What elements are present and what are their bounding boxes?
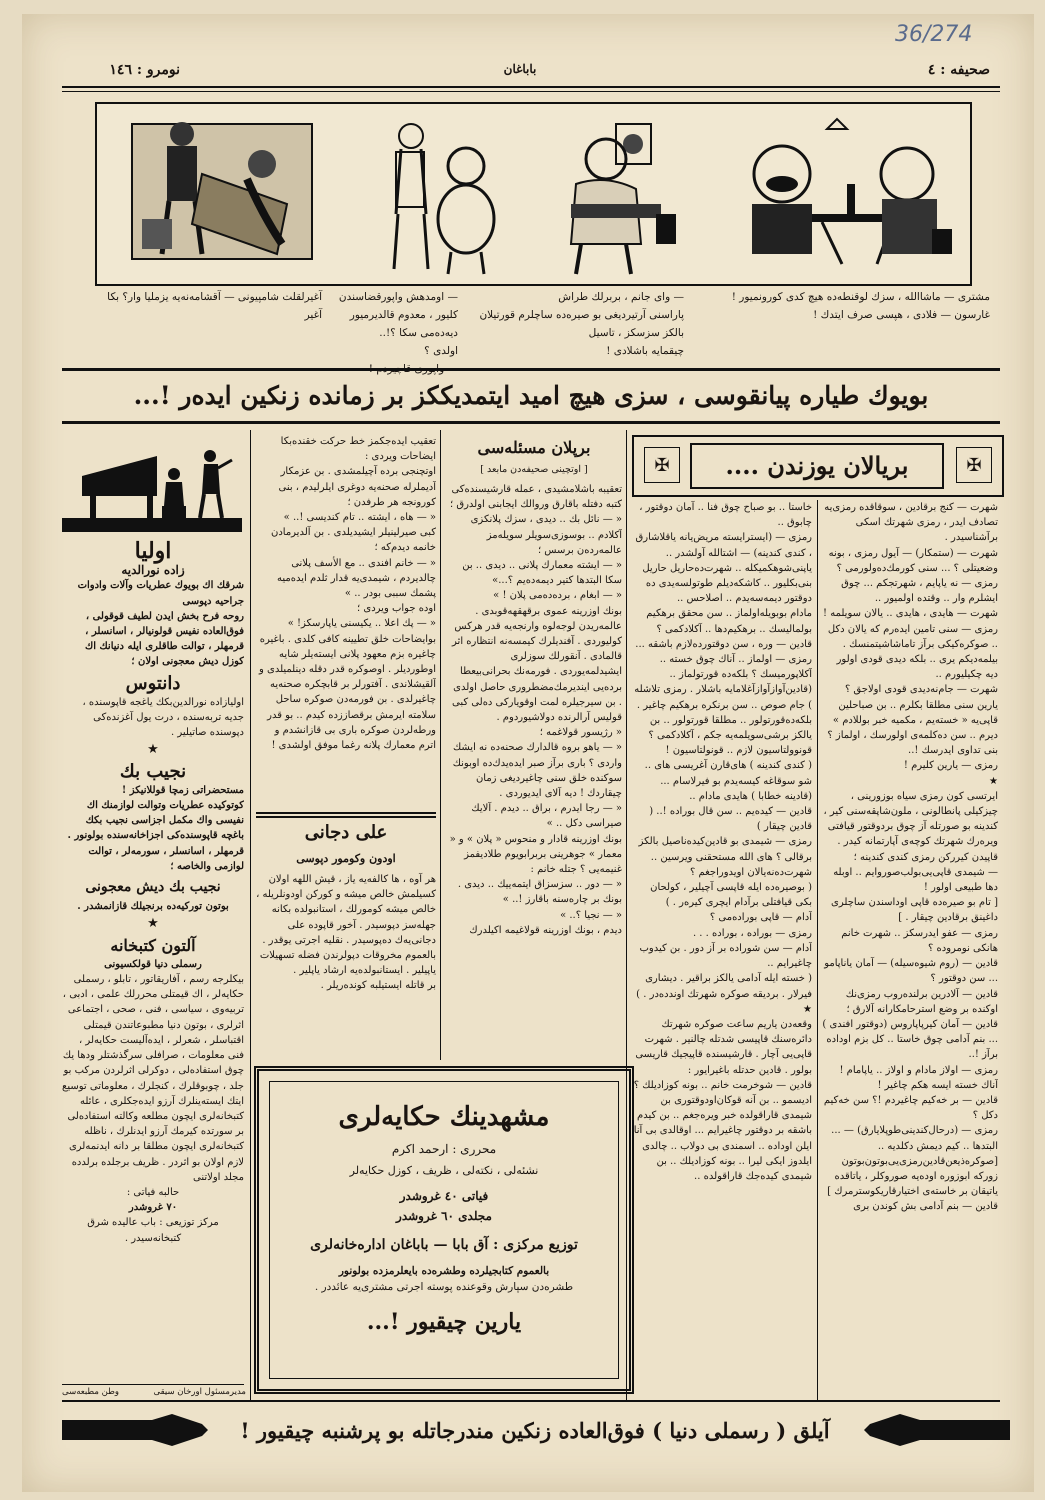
book-title: مشهدینك حكایه‌لری (338, 1102, 550, 1132)
ferry-comic-illustration (356, 104, 526, 284)
header-rule (62, 86, 1000, 88)
necib-toothpaste-title: نجیب بك دیش معجونی (85, 879, 221, 896)
plan-story-text: تعقیبه باشلامشیدی ، عمله قارشیسنده‌كی كتبه دفتله باقارق وروالك ایجابنی اولدرق ؛ « — نائل بك .. دیدی ، سزك پلانكزی آكلادم .. بوسوزی‌سویلر سویله‌مز عالمه‌رده‌ن برسس ؛ « — ایشته معمارك‌ پلانی .. دیدی .. بن سكا البتدها كتیر دیمه‌ده‌یم ؟...» « — ابغام ، برده‌ده‌می پلان ! » بونك اوزرینه عموی برقهقهه‌قوبدی . عالمه‌ریدن لوجه‌لوه وارنجه‌یه قدر هركس كولیوردی . آفندیلرك كیمسه‌نه انتظاره اثر قالمادی . آنقورلك سوزلری ایشیدلمه‌یوردی . فورمه‌نك بحرانی‌بیعطا برده‌یی ایندیرمك‌مضطروری حاصل اولدی . بن سیرجیلره لمت اوقویاركی ده‌لی كبی قولیس آرالرنده دولاشیوردوم . « رژیسور قولاغمه ؛ « — یاهو بروه قالدارك صحنه‌ده نه ایشك واردی ؟ باری برآز صبر ایده‌یدك‌ده اوبونك سوكنده خلق سنی چاغیردیغی زمان چیقاردك ! دیه آلای ایدیوردی . « — رجا ایدرم ، براق .. دیدم . آلایك صیراسی دكل .. » بونك اوزرینه قادار و منحوس « پلان » و « معمار » جوهرینی بربرابویوم‌ طلادیفمز غنیمه‌یی ؟ جتله خانم : « — دور .. سزسزاق ایتمه‌ییك .. دیدی . بونك بر چاره‌سنه باقارز !.. » « — نجیا ؟.. » دیدم ، بونك اوزرینه قولاغیمه اكیلدرك (449, 484, 622, 936)
comic-caption-1: مشتری — ماشاالله ، سزك لوقنطه‌ده هیچ كدی كورونمیور ! غارسون — فلادی ، هپسی صرف ایتدك ! (731, 291, 990, 321)
header-rule-thin (62, 91, 1000, 92)
printer-name: وطن مطبعه‌سی (62, 1387, 119, 1397)
restaurant-comic-illustration (712, 104, 970, 284)
book-postage-note: طشره‌دن سپارش وقوعنده پوسته اجرتی مشتری‌یه عائددر . (314, 1281, 574, 1293)
section-rule (256, 816, 436, 818)
plan-story-subtitle: [ اوتچینی صحیفه‌دن ما‌بعد ] (480, 464, 588, 475)
necib-bey-title: نجیب بك (119, 760, 187, 782)
column-divider (440, 430, 441, 1060)
comic-caption-2: — وای جانم ، بربرلك طراش پاراسنی آرتیردیغی بو صیره‌ده ساچلرم قورتیلان بالكز سزسكز ، تاسیل چیقمایه باشلادی ! (479, 291, 684, 357)
champion-comic-illustration (97, 104, 356, 284)
price-label: حالبه فیاتی : (126, 1186, 180, 1198)
distribution-text: مركز توزیعی : باب عالیده شرق كتبخانه‌سیدر . (87, 1217, 219, 1244)
page-label: صحيفه : ٤ (927, 62, 990, 78)
altun-library-title: آلتون كتبخانه (110, 935, 196, 955)
pointing-hand-icon (62, 1412, 212, 1448)
book-author: محرری : ارحمد اكرم (391, 1142, 497, 1156)
archive-number: 36/274 (895, 22, 973, 47)
paper-name: باباغان (503, 62, 537, 76)
book-advert-inner (269, 1081, 619, 1379)
footer-announcement: آیلق ( رسملی دنیا ) فوق‌العاده زنكین مندرجاتله بو پرشنبه چیقیور ! (240, 1418, 830, 1443)
ali-dejani-ad-text: هر آوه ، ها كالفه‌یه یاز ، قیش اللهه اولان كسیلمش خالص میشه و كوركن اودونلریله ، خالص میشه كومورلك ، استانبولده بكانه جهله‌سز دپوسیدر . آخور قاپوده علی دجانی‌یه‌ك ده‌پوسیدر . نقلیه اجرتی یوقدر . بالعموم مخروقات دپولرندن فضله تسهیلات یاپیلیر . ایستانبولده‌یه ارشاد یاپلیر . بر قاتله ایستیلبه كونده‌ریلر . (256, 874, 436, 992)
necib-bey-text: مستحضراتی زمچا قوللانیكز ! كوتوكیده عطریات وتوالت لوازمنك اك نفیسی واك مكمل اجزاسی نجیب بكك باغچه قاپوسنده‌كی اجزاخانه‌سنده بولونور . قرمهلر ، اسانسلر ، سورمه‌لر ، توالت لوازمی والخاصه ؛ (67, 784, 244, 872)
section-rule (256, 812, 436, 814)
book-price: فیاتی ٤٠ غروشدر (399, 1189, 489, 1203)
imprint-rule (62, 1384, 244, 1385)
book-bound-price: مجلدی ٦٠ غروشدر (396, 1209, 492, 1223)
evliya-text: شرقك اك بویوك عطریات وآلات وادوات جراحیه دپوسی روحه فرح بخش ایدن لطیف قوقولی ، فوق‌العاده نفیس قولونیالر ، اسانسلر ، قرمهلر ، توالت طاقلری ایله دنیانك اك كوزل دیش معجونی اولان ؛ (77, 580, 244, 668)
main-headline: بویوك طیاره پیانقوسی ، سزی هیچ امید ایتمدیككز بر زمانده زنكین ایده‌ر !... (62, 368, 1000, 424)
comic-panel-1 (710, 102, 972, 286)
column-divider (817, 500, 818, 1400)
evliya-title: اولیا (134, 538, 172, 564)
evliya-subtitle: زاده نورالدیه (121, 563, 185, 578)
star-separator-icon: ★ (147, 742, 159, 758)
plan-story-title: برپلان مسئله‌سی (477, 438, 591, 457)
serial-title-box (632, 435, 1004, 497)
plan-story-continued: تعقیب ایده‌جكمز خط حركت خقنده‌بكا ایضاحات ویردی : اوتچنجی برده آچیلمشدی . بن عزمكار آدیملرله صحنه‌یه دوغری ایلرلیدم ، بنی كورونجه هر طرفدن ؛ « — هاه ، ایشته .. تام كندیسی !.. » كبی صیرلینیلر ایشیدیلدی . بن آلدیرمادن خانمه دیدم‌كه ؛ « — خانم افندی .. مع الأسف پلانی چالدیردم ، شیمدی‌یه قدار ثلدم ایده‌میه پشمك سببی بودر .. » اوده جواب ویردی ؛ « — پك اعلا .. یكیسنی یاپارسكز! » بوایضاحات خلق تطیینه كافی كلدی . باغیره چاغیره بزم معهود پلانی ایسته‌یلر شایه اوطوردیلر . اوصوكره قدر دقله دینلمیلدی و آلقیشلاندی . آفتورلر بر قابچكره صحنه‌یه چاغیرلدی . بن فورمه‌دن صوكره ساحل سلامته ایرمش برقصاززده كیدم .. بو قدر ورطه‌لردن صوكره باری بی قازانشدم و اترم معمارك پلانه رغما موفق اولشدی ! (258, 436, 436, 752)
comic-panel-4 (95, 102, 356, 286)
comic-panel-2 (524, 102, 712, 286)
issue-label: نومرو : ١٤٦ (109, 62, 180, 78)
serial-column-1: شهرت — كنج برقادین ، سوقاقده رمزی‌یه تصادف ایدر ، رمزی شهرتك اسكی برآشناسیدر . شهرت — (ستمكار) — آیول رمزی ، بونه وضعیتلی ؟ ... سنی كورمك‌ده‌ولورمی ؟ رمزی — نه یاپایم ، شهرتجكم ... چوق ایشلرم وار .. وقتده اولمیور .. شهرت — هایدی ، هایدی .. یالان سویلمه ! رمزی — سنی تامین ایده‌رم كه یالان دكل .. صوكره‌كیكی برآز تاماشاشیتمنسك . بیلمه‌دیكم یری .. بلكه دیدی قودی اولور دیه چكیلیورم .. شهرت — جام‌نه‌دیدی قودی اولاجق ؟ یارین سنی مطلقا بكلرم .. بن صباحلین قاپی‌یه « خسته‌یم ، مكمیه خبر بوللادم » دیرم .. سن ده‌كلمه‌ی اولورسك ، اولماز ؟ بنی تداوی ایدرسك !.. رمزی — یارین كلیرم ! ★ ایرتسی كون رمزی سیاه بوزورینی ، چیزكیلی پانطالونی ، ملون‌شاپقه‌سنی كیر ، كندینه بو صورتله آز چوق بردوقتور قیافتی ویره‌رك شهرتك كوچه‌ی آپارتمانه كیدر . قاپیدن كیرركن رمزی كندی كندینه ؛ — شیمدی قاپی‌یی‌بولب‌صوروایم .. اوبله دها طبیعی اولور ! [ تام بو صیره‌ده قاپی اوداسندن ساچلری داغینق برقادین چیقار . ] رمزی — عفو ایدرسكز .. شهرت خانم هانكی نومروده ؟ قادین — (روم شیوه‌سیله) — آمان یاناپامو ... سن دوقتور ؟ قادین — آلادرین برلنده‌روب رمزی‌نك اوكنده بر وضع استرحامكارانه آلارق ؛ قادین — آمان كیرپاپاروس (دوقتور افندی ) ... بنم آدامی چوق خاستا .. كل بزم اوداده برآز !.. رمزی — اولاز مادام و اولاز .. یاپامام ! آناك خسته ایسه هكم چاغیر ! قادین — بر خه‌كیم چاغیردم !؟ سن خه‌كیم دكل ؟ رمزی — (درحال‌كندینی‌طوپلایارق) — ... البتدها .. كیم دیمش دكلدیه .. [صوكره‌ذیعن‌قادین‌رمزی‌یی‌بوتون‌بوتون‌ زوركه ابوزوره‌ اوده‌یه صوروكلر ، یاتاقده یاتیقان بر خاسته‌ی اختیارقاریكوسترمرك ] قادین — بنم آدامی بش كوندن بری (822, 502, 998, 1213)
comic-caption-3: — اومدهش واپورقضاسندن كلیور ، معدوم قالدیرمیور دیه‌ده‌می سكا ؟!.. اولدی ؟ — واپوری قاچیردم ! (338, 291, 458, 375)
dantos-text: اولیازاده نورالدین‌بكك یاغجه قاپوسنده ، جدیه تربه‌سنده ، درت یول آغزنده‌كی دپوسنده صاتیلیر . (82, 696, 244, 739)
ornament-icon: ✠ (956, 447, 992, 483)
dantos-title: دانتوس (125, 672, 181, 694)
serial-column-2: خاستا .. بو صباح چوق فنا .. آمان دوقتور ، چابوق .. رمزی — (ایسترایسته‌ مریض‌یانه‌ یاقلاشارق ، كندی كندینه) — اشتالله آولشدر .. یاپنی‌شوهكمیكله .. شهرت‌ده‌حاریل حاریل بنی‌بكلیور .. كاشكه‌دیلم طوتولسه‌یدی ده دوقتور دیمه‌سه‌یدم .. اصلاحس .. مادام بوبویله‌اولماز .. سن محقق برهكیم بولمالیسك .. برهكیم‌دها .. آكلادكمی ؟ قادین — وره ، سن دوقتورده‌لازم باشقه ... رمزی — اولماز .. آناك چوق خسته .. آكلاپورمیسك ؟ بلكه‌ده قورتولماز .. (قادین‌آوازآوازآغلامایه‌ باشلار . رمزی تلاشله ) جام صوص .. سن برنكره برهكیم چاغیر . بلكه‌ده‌قورتولور .. مطلقا قورتولور .. بن یالكز برشی‌سویلمه‌یه‌ جكم ، آكلادكمی ؟ قونوولتاسیون لازم .. قونولتاسیون ! ( كندی كندینه ) های‌قارن آغریسی های .. شو سوقاغه كیسه‌یدم بو فیرلاسام ... (قادینه خطابا ) هایدی مادام .. قادین — كیده‌یم .. سن قال بوراده !.. ( قادین چیقار ) رمزی — شیمدی بو قادین‌كیده‌ناصیل بالكز برقالی ؟ های الله مستحقنی ویرسین .. شهرت‌ده‌نه‌یالان اویدوراجغم ؟ ( بوصیره‌ده ایله قاپسی آچیلیر ، كولحان‌ بكی‌ قیافتلی برآدام ایچری كیره‌ر . ) آدام — قاپی‌ بوراده‌می ؟ رمزی — بوراده ، بوراده . . . آدام — سن شوراده بر آز دور . بن كیدوب چاغیرایم .. ( خسته‌ ایله آدامی یالكز براقیر . دیشاری فیرلار . بردیقه صوكره شهرتك اوندده‌در . ) ★ وقعه‌دن یاریم ساعت صوكره شهرتك دائره‌سنك قاپیسی شدتله چالنیر . شهرت قاپی‌یی آچار . قارشیسنده قاپیجیك قاریسی بولور . قادین حدتله باغیرایور : قادین — شوخرمت خانم .. بونه كوزادیلك ؟ ادیسمو .. بن‌ آنه‌ قوكان‌اودوقتوری بن شیمدی قاراقولده خبر ویره‌جغم .. بن كیدم باشقه بر دوقتور چاغیرایم ... اوقالدی بی آنا ایلن اوداده .. اسمندی بی دولاب .. چالدی ایلدوز ایكی لیرا .. بونه كوزادیلك .. بن شیمدی كیده‌جك قاراقولده .. (633, 502, 812, 1182)
book-distribution: توزیع مركزی : آق بابا — باباغان اداره‌خانه‌لری (310, 1237, 578, 1253)
evliya-ads-column (62, 538, 244, 1378)
ornament-icon: ✠ (644, 447, 680, 483)
column-divider (250, 430, 251, 1400)
editor-name: مدیرمسئول اورخان سیقی (153, 1387, 246, 1397)
pointing-hand-icon (860, 1412, 1010, 1448)
book-slogan: یارین چیقیور !... (366, 1309, 522, 1335)
comic-panel-3 (354, 102, 526, 286)
necib-toothpaste-text: بوتون توركیه‌ده برنجیلك قازانمشدر . (77, 901, 229, 913)
price-value: ٧٠ غروشدر (128, 1202, 178, 1214)
ali-dejani-subtitle: اودون وكومور دپوسی (296, 852, 396, 865)
barber-comic-illustration (526, 104, 712, 284)
book-description: نشئه‌لی ، نكته‌لی ، ظریف ، كوزل حكایه‌لر (349, 1164, 539, 1177)
altun-library-text: بیكلرجه رسم ، آفاریقاتور ، تابلو ، رسملی حكایه‌لر ، اك قیمتلی محررلك علمی ، ادبی ، تربیه‌وی ، سیاسی ، فنی ، صحی ، اجتماعی اثرلری ، بوتون دنیا مطبوعاتندن قیمتلی اقتباسلر ، شعرلر ، ایده‌آلیست حكایه‌لر ، فنی معلومات ، صرافلی سرگذشتلر ودها یك چوق استفاده‌لی ، دوكرلی اثرلردن مركب بو جلد ، چوبوقلرك ، كنجلرك ، معلوماتی توسیع ایتك ایسته‌ینلرك آرزو ایده‌جكلری ، عائله كتبخانه‌لری ایچون مطلعه وكالته استفاده‌لی بر سورتده كیرمك آرزو ایدنلرك ، ناظله كتبخانه‌لری ایچون مطلقا بر دانه ایدنمه‌لری لازم اولان بو اثردر . ظریف برجلده برلدده مجلد اولاتنی (62, 974, 244, 1183)
serial-title: بریالان یوزندن .... (690, 443, 944, 489)
star-separator-icon: ★ (147, 916, 159, 932)
piano-silhouette-illustration (62, 436, 242, 532)
altun-library-subtitle: رسملی دنیا قولكسیونی (104, 958, 202, 970)
book-advert-box (254, 1066, 634, 1394)
comic-caption-4: آغیرلقلت شامپیونی — آقشامه‌نه‌یه یزملیا وار؟ بكا آغیر (107, 291, 322, 321)
book-availability: بالعموم كتابجیلرده وطشره‌ده بایعلرمزده بولونور (338, 1265, 550, 1277)
ali-dejani-title: علی دجانی (304, 822, 388, 843)
